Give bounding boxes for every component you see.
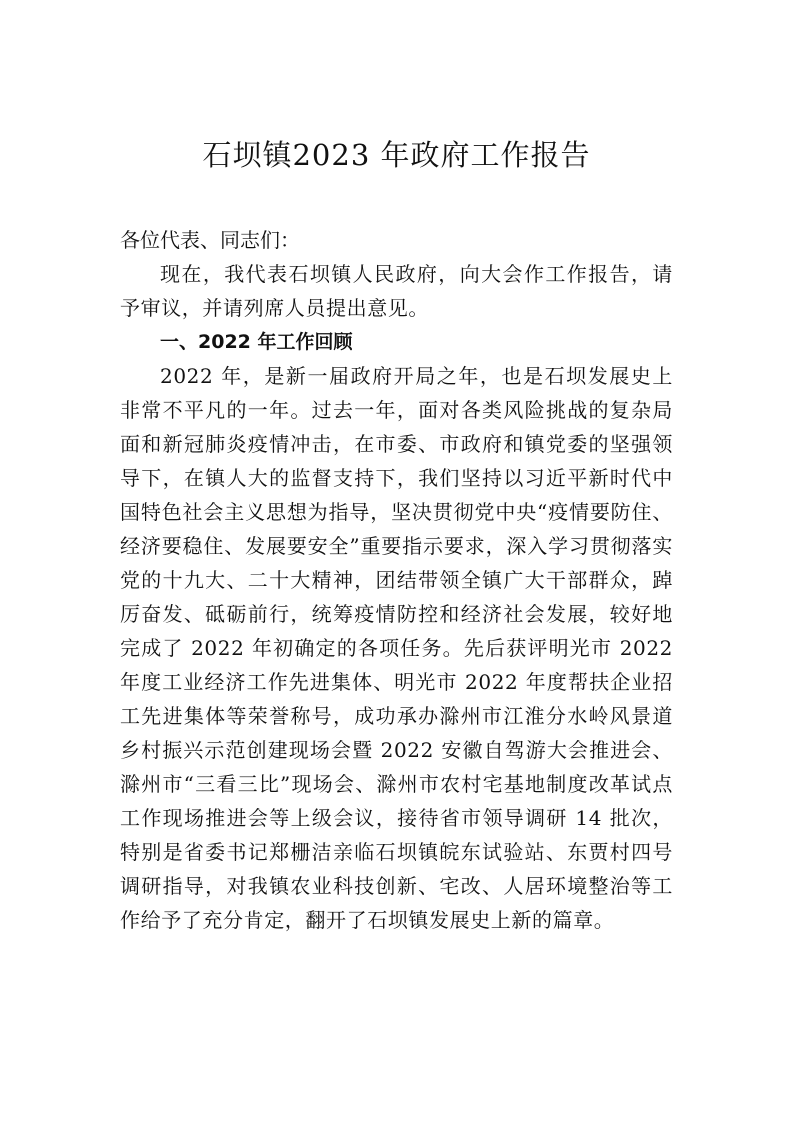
intro-paragraph: 现在，我代表石坝镇人民政府，向大会作工作报告，请予审议，并请列席人员提出意见。 xyxy=(120,262,673,320)
salutation: 各位代表、同志们： xyxy=(120,228,300,252)
document-title: 石坝镇2023 年政府工作报告 xyxy=(202,138,591,172)
section-paragraph: 2022 年，是新一届政府开局之年，也是石坝发展史上非常不平凡的一年。过去一年，面对各类风险挑战的复杂局面和新冠肺炎疫情冲击，在市委、市政府和镇党委的坚强领导下，在镇人大的监督支持下，我们坚持以习近平新时代中国特色社会主义思想为指导，坚决贯彻党中央“疫情要防住、经济要稳住、发展要安全”重要指示要求，深入学习贯彻落实党的十九大、二十大精神，团结带领全镇广大干部群众，踔厉奋发、砥砺前行，统筹疫情防控和经济社会发展，较好地完成了 2022 年初确定的各项任务。先后获评明光市 2022 年度工业经济工作先进集体、明光市 2022 年度帮扶企业招工先进集体等荣誉称号，成功承办滁州市江淮分水岭风景道乡村振兴示范创建现场会暨 2022 安徽自驾游大会推进会、滁州市“三看三比”现场会、滁州市农村宅基地制度改革试点工作现场推进会等上级会议，接待省市领导调研 14 批次，特别是省委书记郑栅洁亲临石坝镇皖东试验站、东贾村四号调研指导，对我镇农业科技创新、宅改、人居环境整治等工作给予了充分肯定，翻开了石坝镇发展史上新的篇章。 xyxy=(120,364,673,932)
document-body xyxy=(120,223,673,937)
section-heading: 一、2022 年工作回顾 xyxy=(160,331,353,353)
